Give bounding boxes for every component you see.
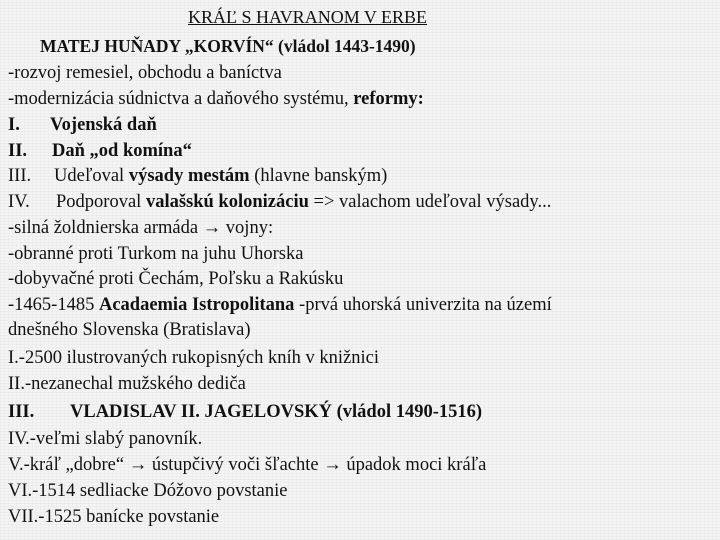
list-text: Vojenská daň <box>50 115 157 135</box>
text-line-16: V.-kráľ „dobre“ → ústupčivý voči šľachte → úpadok moci kráľa <box>8 455 487 475</box>
text-segment: => valachom udeľoval výsady... <box>308 192 552 212</box>
text-line-13: II.-nezanechal mužského dediča <box>8 374 246 394</box>
text-line-12: I.-2500 ilustrovaných rukopisných kníh v knižnici <box>8 348 379 368</box>
text-segment: -prvá uhorská univerzita na území <box>294 295 552 315</box>
reform-item-3 <box>8 164 387 188</box>
text-segment: (hlavne banským) <box>249 166 388 186</box>
text-line-8: -obranné proti Turkom na juhu Uhorska <box>8 244 304 264</box>
text-line-11: dnešného Slovenska (Bratislava) <box>8 320 251 340</box>
list-text: VLADISLAV II. JAGELOVSKÝ (vládol 1490-1516) <box>70 402 483 422</box>
list-number: II. <box>8 141 28 161</box>
text-segment-bold: valašskú kolonizáciu <box>145 192 309 212</box>
text-segment-bold: Acadaemia Istropolitana <box>98 295 295 315</box>
text-line-18: VII.-1525 banícke povstanie <box>8 507 220 527</box>
list-number: III. <box>8 166 32 186</box>
text-line-1: -rozvoj remesiel, obchodu a baníctva <box>8 63 282 83</box>
reform-item-4 <box>8 190 551 214</box>
text-line-10 <box>8 293 552 317</box>
text-segment: -1465-1485 <box>8 295 99 315</box>
text-segment: -modernizácia súdnictva a daňového systému, <box>8 89 354 109</box>
text-line-2 <box>8 87 424 111</box>
text-line-17: VI.-1514 sedliacke Dóžovo povstanie <box>8 481 288 501</box>
subtitle-matej-korvin: MATEJ HUŇADY „KORVÍN“ (vládol 1443-1490) <box>40 36 416 56</box>
subtitle-vladislav <box>8 400 482 424</box>
text-segment-bold: výsady mestám <box>128 166 250 186</box>
text-line-15: IV.-veľmi slabý panovník. <box>8 429 203 449</box>
page-title: KRÁĽ S HAVRANOM V ERBE <box>188 7 428 27</box>
text-segment: Podporoval <box>56 192 146 212</box>
list-number: III. <box>8 402 35 422</box>
text-segment: Udeľoval <box>54 166 129 186</box>
reform-item-1 <box>8 113 157 137</box>
list-text: Daň „od komína“ <box>52 141 192 161</box>
text-segment-bold: reformy: <box>353 89 424 109</box>
list-number: IV. <box>8 192 30 212</box>
text-line-9: -dobyvačné proti Čechám, Poľsku a Rakúsku <box>8 269 344 289</box>
list-number: I. <box>8 115 20 135</box>
text-line-7: -silná žoldnierska armáda → vojny: <box>8 218 274 238</box>
reform-item-2 <box>8 139 192 163</box>
